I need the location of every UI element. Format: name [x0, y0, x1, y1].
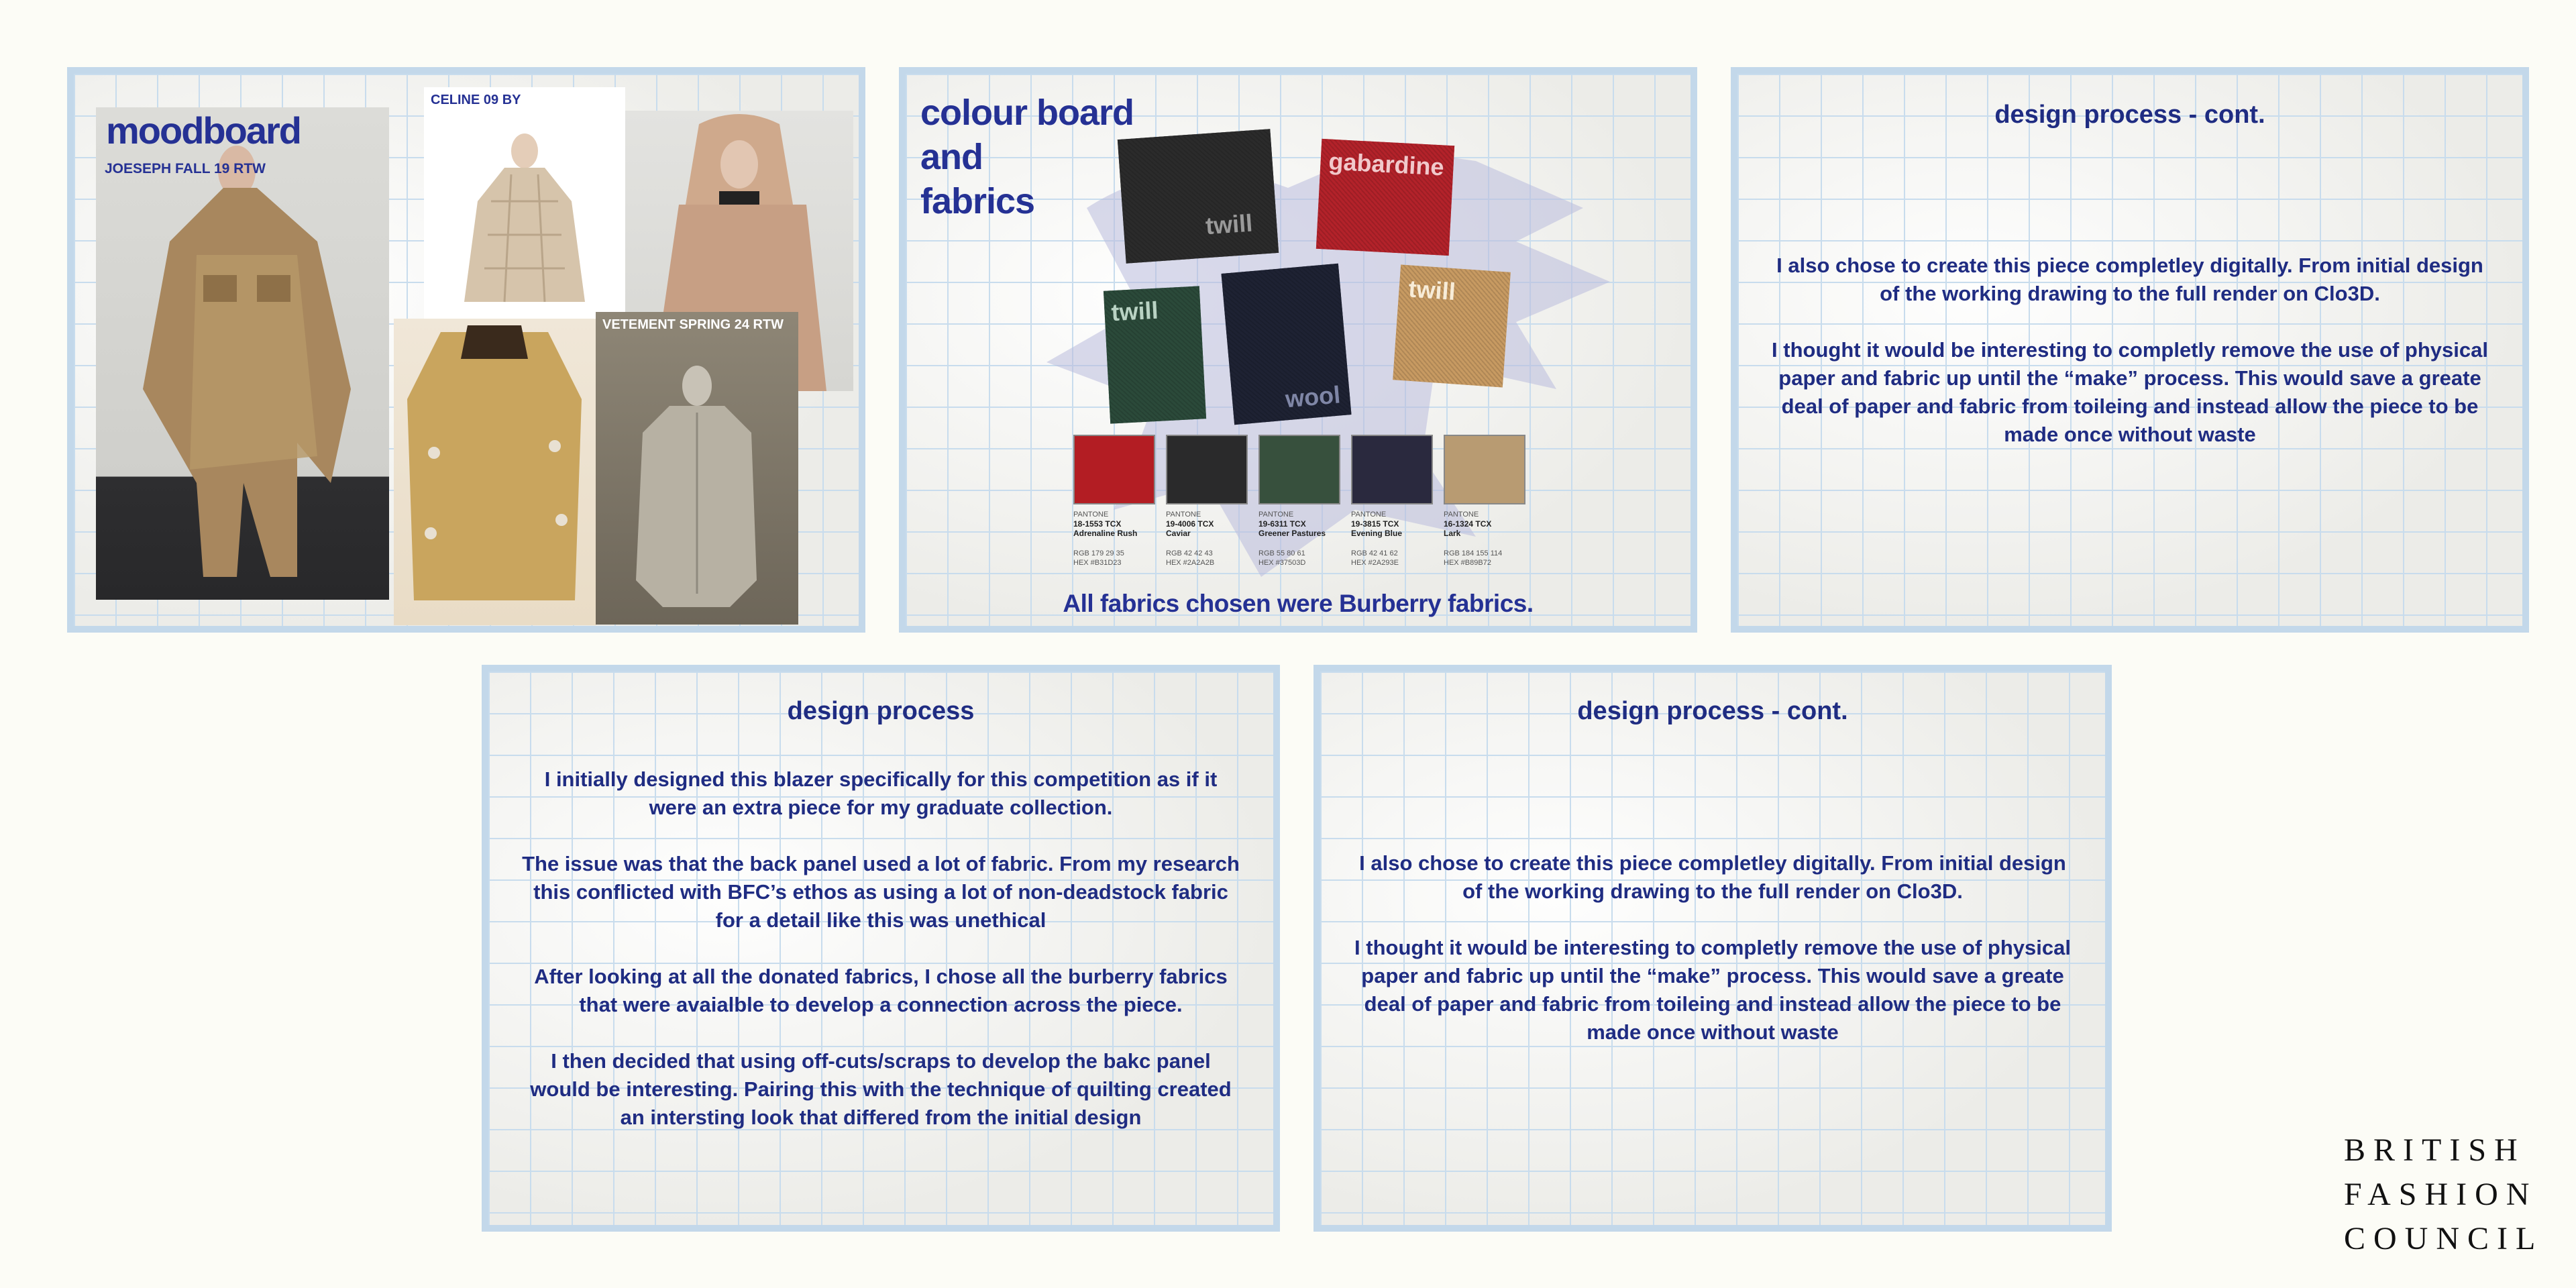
photo-camel-jacket-back	[394, 319, 596, 625]
logo-line: BRITISH	[2344, 1132, 2526, 1168]
pantone-chip	[1166, 435, 1248, 504]
colour-board-title	[920, 91, 1134, 223]
pantone-rgb: RGB 42 41 62	[1351, 549, 1398, 557]
colour-board-title-line: fabrics	[920, 181, 1035, 221]
design-process-cont-panel-bottom	[1313, 665, 2112, 1232]
fabric-label: gabardine	[1328, 147, 1445, 181]
colour-board-footer: All fabrics chosen were Burberry fabrics.	[1063, 590, 1534, 617]
pantone-brand: PANTONE	[1351, 511, 1387, 519]
pantone-name: Lark	[1444, 529, 1461, 538]
pantone-chip	[1073, 435, 1155, 504]
panel-paragraph: I then decided that using off-cuts/scraps to develop the bakc panel would be interesting. Pairing this with the technique of quilting created an intersting look that differed from the initial design	[530, 1049, 1232, 1129]
pantone-code: 18-1553 TCX	[1073, 519, 1122, 529]
pantone-brand: PANTONE	[1073, 511, 1109, 519]
pantone-chip	[1351, 435, 1433, 504]
pantone-rgb: RGB 55 80 61	[1258, 549, 1305, 557]
photo-joseph-cape-look	[96, 107, 389, 600]
panel-body	[1354, 849, 2072, 1075]
panel-paragraph: I initially designed this blazer specifically for this competition as if it were an extra piece for my graduate collection.	[544, 767, 1218, 819]
pantone-code: 19-3815 TCX	[1351, 519, 1399, 529]
logo-line: COUNCIL	[2344, 1221, 2544, 1256]
pantone-rgb: RGB 42 42 43	[1166, 549, 1213, 557]
fabric-swatch-gabardine-red	[1316, 139, 1454, 256]
panel-title: design process	[787, 697, 975, 725]
fabric-swatch-fill	[1118, 129, 1279, 263]
pantone-brand: PANTONE	[1166, 511, 1201, 519]
panel-body	[1771, 252, 2489, 477]
moodboard-title: moodboard	[106, 109, 301, 152]
pantone-rgb: RGB 179 29 35	[1073, 549, 1124, 557]
pantone-name: Caviar	[1166, 529, 1191, 538]
check-coat-icon	[424, 87, 625, 319]
pantone-info	[1444, 510, 1502, 568]
fabric-swatch-twill-black	[1118, 129, 1279, 263]
fabric-label: wool	[1284, 380, 1342, 413]
photo-vetement-coat	[596, 312, 798, 625]
panel-paragraph: I thought it would be interesting to completly remove the use of physical paper and fabric up until the “make” process. This would save a greate deal of paper and fabric from toileing and instead allow the piece to be made once without waste	[1772, 338, 2488, 446]
pantone-info	[1073, 510, 1137, 568]
fabric-label: twill	[1407, 274, 1457, 306]
camel-jacket-icon	[394, 319, 596, 625]
fabric-swatch-wool-navy	[1221, 264, 1351, 425]
pantone-name: Adrenaline Rush	[1073, 529, 1138, 538]
panel-paragraph: After looking at all the donated fabrics, I chose all the burberry fabrics that were avaialble to develop a connection across the piece.	[534, 965, 1228, 1016]
fabric-swatch-twill-camel	[1393, 264, 1511, 387]
fabric-label: twill	[1110, 296, 1159, 327]
pantone-hex: HEX #37503D	[1258, 559, 1306, 567]
moodboard-panel	[67, 67, 865, 633]
pantone-brand: PANTONE	[1444, 511, 1479, 519]
oversized-coat-icon	[596, 312, 798, 625]
moodboard-subtitle: JOESEPH FALL 19 RTW	[105, 161, 266, 176]
design-process-cont-panel-top	[1731, 67, 2529, 633]
pantone-code: 16-1324 TCX	[1444, 519, 1492, 529]
pantone-hex: HEX #B31D23	[1073, 559, 1122, 567]
logo-line: FASHION	[2344, 1177, 2538, 1212]
design-process-panel	[482, 665, 1280, 1232]
caption-vetement: VETEMENT SPRING 24 RTW	[602, 317, 784, 332]
pantone-name: Evening Blue	[1351, 529, 1403, 538]
panel-paragraph: The issue was that the back panel used a lot of fabric. From my research this conflicted with BFC’s ethos as using a lot of non-deadstock fabric for a detail like this was unethical	[522, 852, 1240, 932]
pantone-info	[1351, 510, 1402, 568]
panel-title: design process - cont.	[1994, 101, 2265, 129]
pantone-chip	[1444, 435, 1525, 504]
panel-paragraph: I also chose to create this piece completley digitally. From initial design of the working drawing to the full render on Clo3D.	[1776, 254, 2483, 305]
colour-board-title-line: and	[920, 137, 983, 177]
pantone-rgb: RGB 184 155 114	[1444, 549, 1503, 557]
panel-paragraph: I thought it would be interesting to completly remove the use of physical paper and fabric up until the “make” process. This would save a greate deal of paper and fabric from toileing and instead allow the piece to be made once without waste	[1354, 936, 2071, 1044]
pantone-hex: HEX #2A2A2B	[1166, 559, 1215, 567]
panel-paragraph: I also chose to create this piece completley digitally. From initial design of the working drawing to the full render on Clo3D.	[1359, 851, 2066, 903]
pantone-info	[1258, 510, 1326, 568]
british-fashion-council-logo	[2344, 1128, 2543, 1261]
pantone-hex: HEX #B89B72	[1444, 559, 1491, 567]
pantone-code: 19-4006 TCX	[1166, 519, 1214, 529]
panel-body	[522, 765, 1240, 1160]
caption-celine: CELINE 09 BY	[431, 93, 521, 107]
pantone-info	[1166, 510, 1214, 568]
pantone-code: 19-6311 TCX	[1258, 519, 1306, 529]
panel-title: design process - cont.	[1577, 697, 1848, 725]
fabric-label: twill	[1204, 209, 1254, 240]
colour-board-title-line: colour board	[920, 93, 1134, 133]
cape-figure-icon	[96, 107, 389, 600]
photo-celine-coat	[424, 87, 625, 319]
colour-board-panel	[899, 67, 1697, 633]
pantone-brand: PANTONE	[1258, 511, 1294, 519]
pantone-hex: HEX #2A293E	[1351, 559, 1399, 567]
pantone-chip	[1258, 435, 1340, 504]
fabric-swatch-twill-green	[1104, 286, 1206, 423]
pantone-name: Greener Pastures	[1258, 529, 1326, 538]
